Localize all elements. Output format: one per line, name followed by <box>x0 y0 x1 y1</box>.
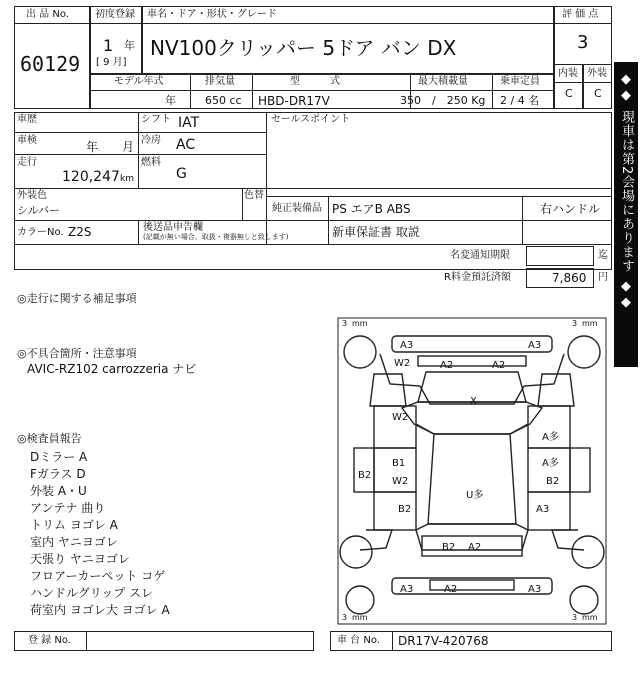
shaken-year: 年 <box>86 140 99 154</box>
cabin-left-edge <box>416 424 528 434</box>
car-name-label: 車名・ドア・形状・グレード <box>147 9 277 20</box>
inspector-items-list <box>30 448 170 618</box>
name-change-label: 名変通知期限 <box>450 250 510 261</box>
max-load-label: 最大積載量 <box>418 76 468 87</box>
cabin-floor <box>428 434 516 524</box>
mileage-unit: km <box>120 174 134 184</box>
lot-number: 60129 <box>20 52 81 76</box>
registration-no-divider <box>86 631 87 651</box>
recycle-value: 7,860 <box>552 271 587 285</box>
chassis-no-divider <box>392 631 393 651</box>
tire-label-bl: 3 <box>342 613 348 622</box>
fuel-value: G <box>176 166 187 182</box>
mark-left-rear-b2: B2 <box>398 504 412 515</box>
right-quarter <box>570 448 590 492</box>
first-registration-year: 1 <box>103 36 114 55</box>
ac-label: 冷房 <box>141 135 161 146</box>
grade-label: 評 価 点 <box>562 9 599 20</box>
factory-equipment-value: PS エアB ABS <box>332 202 411 216</box>
interior-grade-value: C <box>565 87 573 100</box>
mark-hood-a2: A2 <box>492 360 506 371</box>
details-grid <box>14 112 612 270</box>
aftermarket-note: (記載が無い場合、取扱・複器無しと致します) <box>143 233 289 241</box>
sales-point-label: セールスポイント <box>271 114 351 125</box>
mark-left-w2: W2 <box>392 412 409 423</box>
tire-label-tl: 3 <box>342 319 348 328</box>
capacity-label: 乗車定員 <box>500 76 540 87</box>
details-vline-2 <box>266 112 267 188</box>
mileage-value: 120,247 <box>62 169 120 185</box>
first-registration-label: 初度登録 <box>95 9 135 20</box>
history-label: 車歴 <box>17 114 37 125</box>
inspector-item: Dミラー A <box>30 450 88 464</box>
displacement-value: 650 cc <box>205 94 242 107</box>
mark-center-u-multi: U多 <box>466 490 484 501</box>
displacement-label: 排気量 <box>205 76 235 87</box>
rear-left-tire <box>340 536 372 568</box>
mark-rear-a3-left: A3 <box>400 584 414 595</box>
inspector-item: 荷室内 ヨゴレ大 ヨゴレ A <box>30 603 170 617</box>
mark-front-right: A3 <box>528 340 542 351</box>
registration-no-label: 登 録 No. <box>28 635 71 646</box>
model-year-value: 年 <box>165 94 176 107</box>
first-registration-year-unit: 年 <box>124 39 135 52</box>
tire-unit-tr: mm <box>582 319 598 328</box>
bottom-left-tire <box>346 586 374 614</box>
spec-row-divider <box>90 90 554 91</box>
mark-rear-a3-right: A3 <box>528 584 542 595</box>
inspector-item: Fガラス D <box>30 467 86 481</box>
color-row-vline-1 <box>242 188 243 220</box>
shift-value: IAT <box>178 115 200 131</box>
mark-windshield-w2: W2 <box>394 358 411 369</box>
car-name: NV100クリッパー 5ドア バン DX <box>150 36 457 60</box>
rear-right-tire <box>572 536 604 568</box>
defects-label: ◎不具合箇所・注意事項 <box>17 347 137 360</box>
driving-notes-label: ◎走行に関する補足事項 <box>17 292 137 305</box>
shaken-month: 月 <box>122 140 135 154</box>
shaken-label: 車検 <box>17 135 37 146</box>
tire-unit-br: mm <box>582 613 598 622</box>
color-value: シルバー <box>17 204 60 217</box>
mark-rear-a2-mid: A2 <box>444 584 458 595</box>
lot-number-label: 出 品 No. <box>26 9 69 20</box>
tire-label-tr: 3 <box>572 319 578 328</box>
inspector-item: 室内 ヤニヨゴレ <box>30 535 118 549</box>
inspector-item: 外装 A・U <box>30 484 87 498</box>
inspector-item: アンテナ 曲り <box>30 501 106 515</box>
shift-label: シフト <box>141 114 171 125</box>
mark-left-b1: B1 <box>392 458 406 469</box>
name-change-box <box>526 246 594 266</box>
mark-right-a-multi: A多 <box>542 432 559 443</box>
banner-diamond-bot: ◆ <box>621 279 631 295</box>
mileage-label: 走行 <box>17 157 37 168</box>
color-row-hline <box>266 196 612 197</box>
fuel-label: 燃料 <box>141 157 161 168</box>
details-hline-2 <box>14 154 266 155</box>
color-row-vline-3 <box>328 196 329 244</box>
inspector-item: フロアーカーペット コゲ <box>30 569 166 583</box>
mark-windshield-a2: A2 <box>440 360 454 371</box>
mark-left-w2b: W2 <box>392 476 409 487</box>
mark-right-rear-a3: A3 <box>536 504 550 515</box>
spec-col-1 <box>190 74 191 109</box>
details-hline-1 <box>14 132 266 133</box>
model-year-label: モデル年式 <box>114 76 164 87</box>
front-left-tire <box>344 336 376 368</box>
first-registration-month: [ 9 月] <box>96 57 127 68</box>
grade-value: 3 <box>577 32 589 53</box>
rear-right-fender <box>552 530 584 550</box>
exterior-label: 外装 <box>587 68 607 79</box>
grade-divider <box>554 82 612 83</box>
defects-text: AVIC-RZ102 carrozzeria ナビ <box>27 362 197 376</box>
steering-value: 右ハンドル <box>540 202 601 216</box>
exterior-grade-value: C <box>594 87 602 100</box>
recycle-label: R料金預託済額 <box>444 272 511 283</box>
color-change-label: 色替 <box>244 190 264 201</box>
spec-col-4 <box>492 74 493 109</box>
color-no-value: Z2S <box>68 225 92 239</box>
interior-label: 内装 <box>558 68 578 79</box>
tire-unit-bl: mm <box>352 613 368 622</box>
inspector-item: トリム ヨゴレ A <box>30 518 118 532</box>
mark-roof-x: X <box>470 396 477 407</box>
mark-left-b2: B2 <box>358 470 372 481</box>
name-change-unit: 迄 <box>598 250 608 261</box>
rear-left-fender <box>360 530 392 550</box>
color-no-label: カラーNo. <box>17 227 64 238</box>
tire-unit-tl: mm <box>352 319 368 328</box>
inspector-item: ハンドルグリップ スレ <box>30 586 154 600</box>
tire-label-br: 3 <box>572 613 578 622</box>
mark-rear-a2: A2 <box>468 542 482 553</box>
capacity-value: 2 / 4 名 <box>500 94 540 107</box>
color-label: 外装色 <box>17 190 47 201</box>
bottom-right-tire <box>570 586 598 614</box>
chassis-no-label: 車 台 No. <box>337 635 380 646</box>
side-banner <box>614 62 638 367</box>
aftermarket-label: 後送品申告欄 <box>143 222 203 233</box>
color-row-vline-4 <box>522 196 523 244</box>
recycle-unit: 円 <box>598 272 608 283</box>
spec-col-2 <box>252 74 253 109</box>
model-code-value: HBD-DR17V <box>258 94 330 108</box>
rear-bumper-inner <box>430 580 514 590</box>
factory-equipment-label: 純正装備品 <box>272 203 322 214</box>
front-right-tire <box>568 336 600 368</box>
warranty-value: 新車保証書 取説 <box>332 225 420 239</box>
hood <box>418 356 526 366</box>
mark-rear-b2: B2 <box>442 542 456 553</box>
mark-right-a-multi2: A多 <box>542 458 559 469</box>
banner-diamond-end: ◆ <box>621 295 631 311</box>
banner-diamond-mid: ◆ <box>621 88 631 103</box>
ac-value: AC <box>176 137 196 153</box>
mark-right-b2: B2 <box>546 476 560 487</box>
color-no-vline <box>138 220 139 244</box>
details-vline-1 <box>138 112 139 188</box>
car-damage-diagram <box>330 314 614 630</box>
model-code-label: 型 式 <box>290 76 340 87</box>
mark-front-left: A3 <box>400 340 414 351</box>
details-hline-5 <box>14 244 612 245</box>
details-hline-3 <box>14 188 612 189</box>
inspector-report-label: ◎検査員報告 <box>17 432 82 445</box>
chassis-no-value: DR17V-420768 <box>398 634 489 648</box>
banner-diamond-top: ◆ <box>621 72 631 87</box>
max-load-value: 350 / 250 Kg <box>400 94 486 107</box>
inspector-item: 天張り ヤニヨゴレ <box>30 552 130 566</box>
banner-text: 現車は第2会場にあります <box>619 110 634 274</box>
